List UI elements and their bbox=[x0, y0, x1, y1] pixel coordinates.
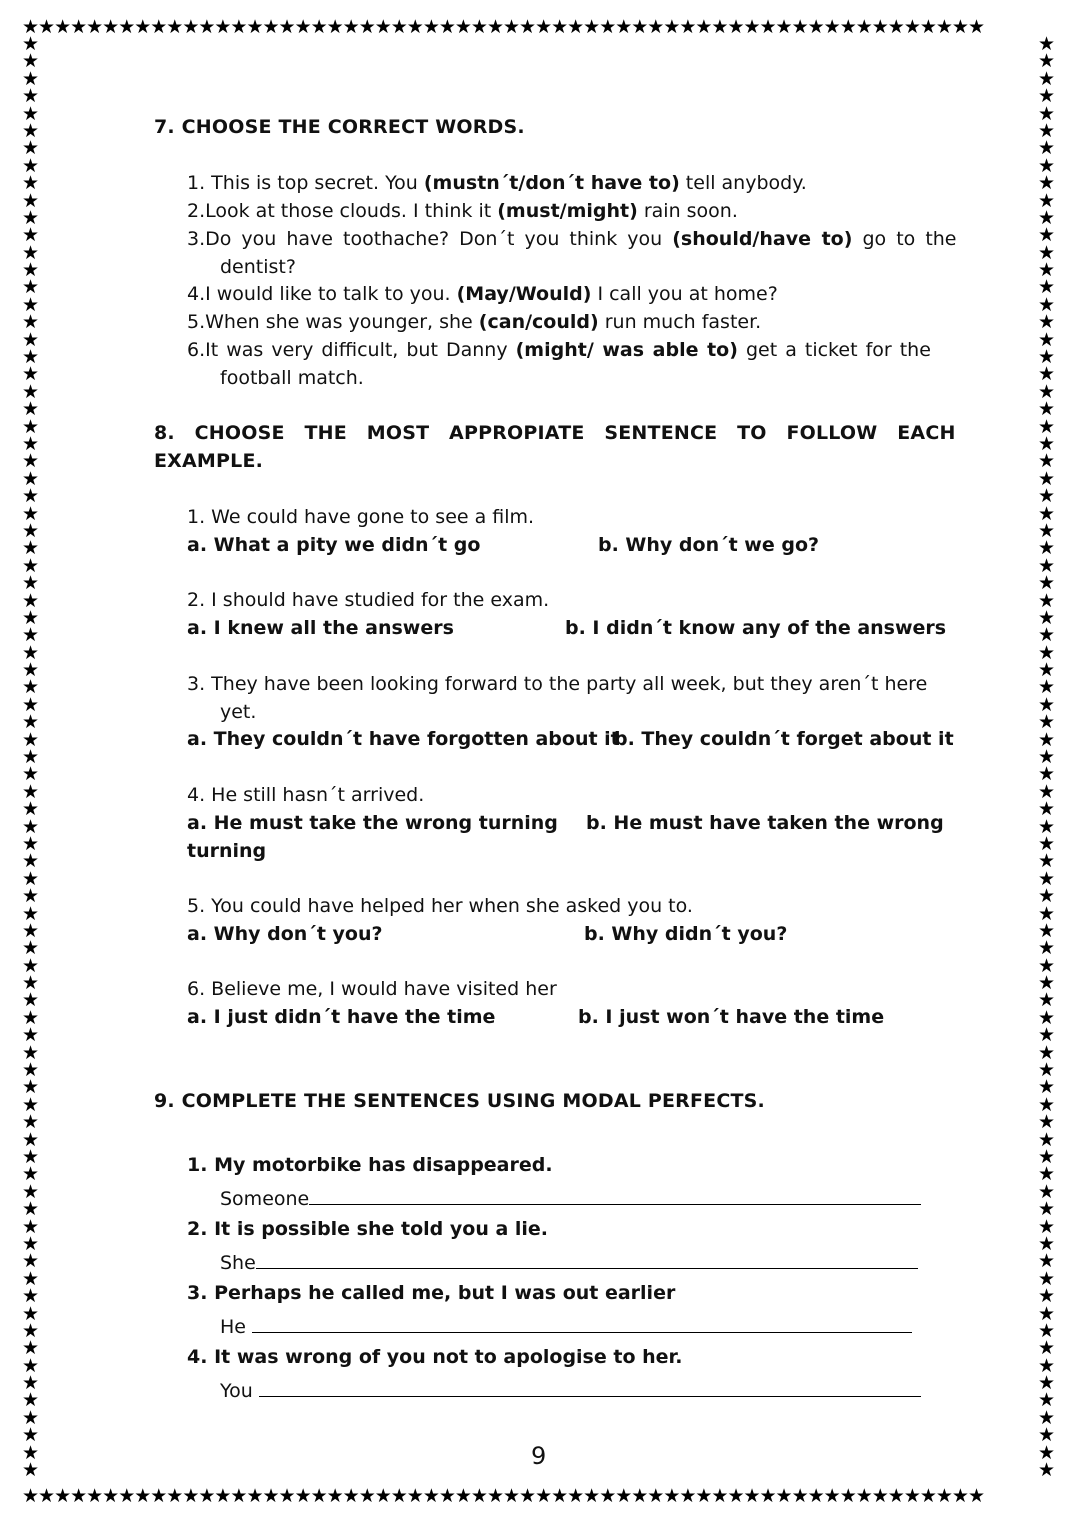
section-9-heading: 9. COMPLETE THE SENTENCES USING MODAL PERFECTS. bbox=[154, 1090, 765, 1112]
star-border-top: ★★★★★★★★★★★★★★★★★★★★★★★★★★★★★★★★★★★★★★★★★★★★★★★★★★★★★★★★★★★★ bbox=[22, 18, 984, 37]
s7-item-3: 3.Do you have toothache? Don´t you think you (should/have to) go to the bbox=[187, 228, 957, 250]
s9-answer-3: He bbox=[220, 1314, 915, 1338]
s8-option-4b: b. He must have taken the wrong bbox=[586, 812, 944, 834]
s7-item-6-cont: football match. bbox=[220, 367, 364, 389]
s9-item-1: 1. My motorbike has disappeared. bbox=[187, 1154, 553, 1176]
s8-option-4-cont: turning bbox=[187, 840, 267, 862]
page-number: 9 bbox=[531, 1442, 547, 1470]
s9-answer-2: She bbox=[220, 1250, 920, 1274]
s8-prompt-4: 4. He still hasn´t arrived. bbox=[187, 784, 425, 806]
s7-choice-3: (should/have to) bbox=[672, 228, 853, 250]
s9-item-3: 3. Perhaps he called me, but I was out earlier bbox=[187, 1282, 676, 1304]
s8-option-2a: a. I knew all the answers bbox=[187, 617, 454, 639]
s8-option-4a: a. He must take the wrong turning bbox=[187, 812, 558, 834]
section-8-heading: 8. CHOOSE THE MOST APPROPIATE SENTENCE TO FOLLOW EACH bbox=[154, 422, 956, 444]
answer-blank-1[interactable] bbox=[309, 1186, 921, 1205]
s8-option-2b: b. I didn´t know any of the answers bbox=[565, 617, 947, 639]
s8-prompt-3-cont: yet. bbox=[220, 701, 257, 723]
s8-option-5b: b. Why didn´t you? bbox=[584, 923, 788, 945]
s9-item-2: 2. It is possible she told you a lie. bbox=[187, 1218, 549, 1240]
s8-prompt-2: 2. I should have studied for the exam. bbox=[187, 589, 550, 611]
s8-option-5a: a. Why don´t you? bbox=[187, 923, 383, 945]
s9-answer-1: Someone bbox=[220, 1186, 915, 1210]
star-border-right: ★ ★ ★ ★ ★ ★ ★ ★ ★ ★ ★ ★ ★ ★ ★ ★ ★ ★ ★ ★ ★ ★ ★ ★ ★ ★ ★ ★ ★ ★ ★ ★ ★ ★ ★ ★ ★ ★ ★ ★ ★ ★ ★ ★ ★ ★ ★ ★ ★ ★ ★ ★ ★ ★ ★ ★ ★ ★ ★ ★ ★ ★ ★ ★ ★ ★ ★ ★ ★ ★ ★ ★ ★ ★ ★ ★ ★ ★ ★ ★ ★ ★ ★ bbox=[1038, 36, 1055, 1482]
answer-blank-3[interactable] bbox=[252, 1314, 912, 1333]
s8-prompt-3: 3. They have been looking forward to the party all week, but they aren´t here bbox=[187, 673, 928, 695]
s7-choice-6: (might/ was able to) bbox=[515, 339, 738, 361]
s9-item-4: 4. It was wrong of you not to apologise to her. bbox=[187, 1346, 683, 1368]
answer-blank-2[interactable] bbox=[256, 1250, 918, 1269]
s8-option-1b: b. Why don´t we go? bbox=[598, 534, 820, 556]
s7-choice-5: (can/could) bbox=[478, 311, 599, 333]
s7-item-2: 2.Look at those clouds. I think it (must/might) rain soon. bbox=[187, 200, 738, 222]
s8-option-6b: b. I just won´t have the time bbox=[578, 1006, 885, 1028]
s7-choice-2: (must/might) bbox=[497, 200, 638, 222]
s7-item-1: 1. This is top secret. You (mustn´t/don´t have to) tell anybody. bbox=[187, 172, 807, 194]
s8-option-3b: b. They couldn´t forget about it bbox=[614, 728, 954, 750]
s8-prompt-6: 6. Believe me, I would have visited her bbox=[187, 978, 557, 1000]
s8-prompt-5: 5. You could have helped her when she asked you to. bbox=[187, 895, 693, 917]
section-8-heading-cont: EXAMPLE. bbox=[154, 450, 264, 472]
s7-item-3-cont: dentist? bbox=[220, 256, 296, 278]
s7-item-5: 5.When she was younger, she (can/could) run much faster. bbox=[187, 311, 762, 333]
s8-option-6a: a. I just didn´t have the time bbox=[187, 1006, 496, 1028]
s8-option-3a: a. They couldn´t have forgotten about it bbox=[187, 728, 620, 750]
s7-choice-1: (mustn´t/don´t have to) bbox=[423, 172, 680, 194]
star-border-left: ★ ★ ★ ★ ★ ★ ★ ★ ★ ★ ★ ★ ★ ★ ★ ★ ★ ★ ★ ★ ★ ★ ★ ★ ★ ★ ★ ★ ★ ★ ★ ★ ★ ★ ★ ★ ★ ★ ★ ★ ★ ★ ★ ★ ★ ★ ★ ★ ★ ★ ★ ★ ★ ★ ★ ★ ★ ★ ★ ★ ★ ★ ★ ★ ★ ★ ★ ★ ★ ★ ★ ★ ★ ★ ★ ★ ★ ★ ★ ★ ★ ★ ★ bbox=[22, 36, 39, 1482]
s8-prompt-1: 1. We could have gone to see a film. bbox=[187, 506, 535, 528]
s7-item-4: 4.I would like to talk to you. (May/Would) I call you at home? bbox=[187, 283, 778, 305]
star-border-bottom: ★★★★★★★★★★★★★★★★★★★★★★★★★★★★★★★★★★★★★★★★★★★★★★★★★★★★★★★★★★★★ bbox=[22, 1487, 984, 1506]
s7-choice-4: (May/Would) bbox=[456, 283, 592, 305]
section-7-heading: 7. CHOOSE THE CORRECT WORDS. bbox=[154, 116, 525, 138]
answer-blank-4[interactable] bbox=[259, 1378, 921, 1397]
s8-option-1a: a. What a pity we didn´t go bbox=[187, 534, 481, 556]
s7-item-6: 6.It was very difficult, but Danny (might/ was able to) get a ticket for the bbox=[187, 339, 931, 361]
s9-answer-4: You bbox=[220, 1378, 925, 1402]
